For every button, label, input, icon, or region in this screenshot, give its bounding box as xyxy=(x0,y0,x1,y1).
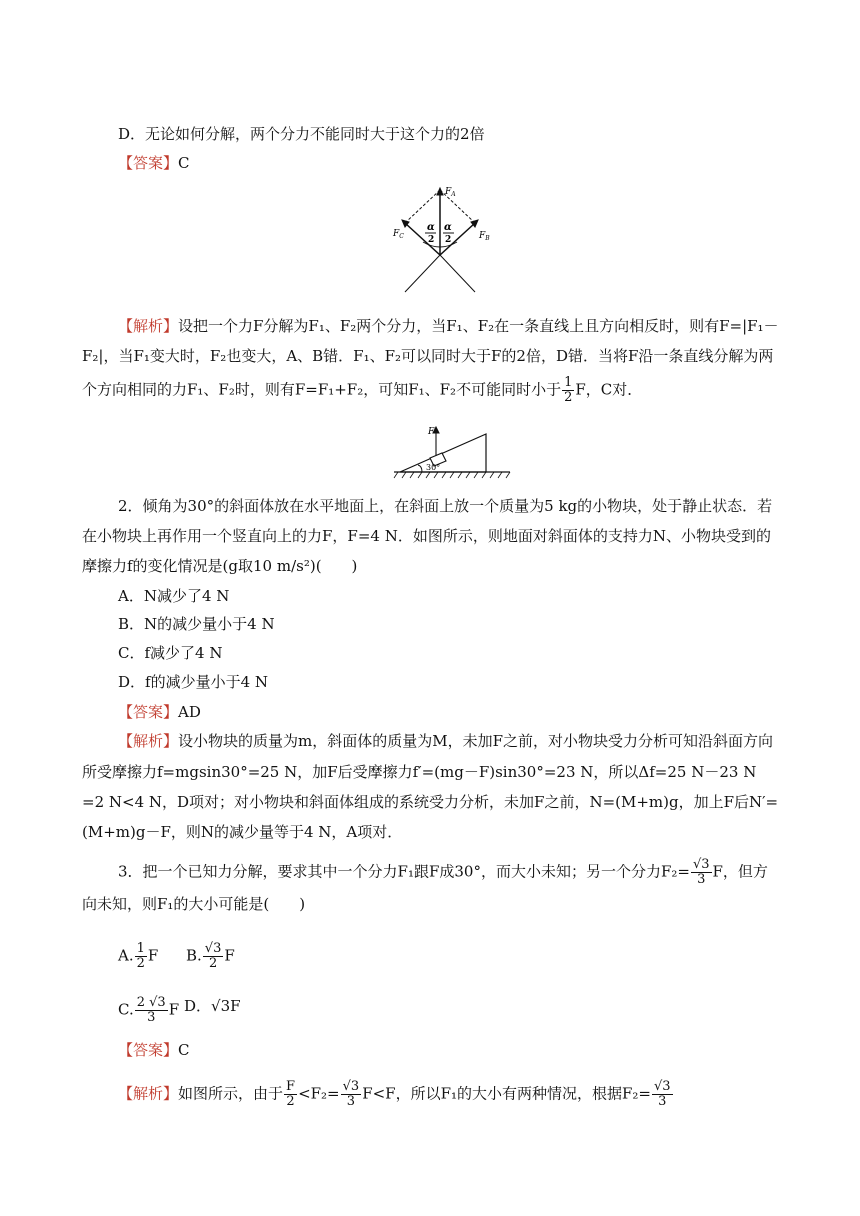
q3-answer xyxy=(118,1040,190,1060)
analysis-tag: 【解析】 xyxy=(118,732,179,750)
answer-value: AD xyxy=(178,703,201,721)
fa-label: $F_A$ xyxy=(445,187,456,198)
q2-stem-line2: 在小物块上再作用一个竖直向上的力F，F=4 N．如图所示，则地面对斜面体的支持力N、小物块受到的 xyxy=(82,527,771,545)
incline-figure xyxy=(392,420,514,482)
q2-answer xyxy=(118,702,201,722)
q2-option-a: A．N减少了4 N xyxy=(118,587,230,605)
q2-analysis-line2: 所受摩擦力f=mgsin30°=25 N，加F后受摩擦力f′=(mg－F)sin30°=23 N，所以Δf=25 N－23 N xyxy=(82,763,757,781)
fc-label: $F_C$ xyxy=(393,229,404,240)
q3-option-c: C. $\frac{2 √3}{3}$ F xyxy=(118,995,180,1025)
q2-analysis-line4: (M+m)g－F，则N的减少量等于4 N，A项对． xyxy=(82,823,403,841)
fraction: $\frac{F}{2}$ xyxy=(286,1079,296,1109)
q2-stem-line1: 2．倾角为30°的斜面体放在水平地面上，在斜面上放一个质量为5 kg的小物块，处于静止状态．若 xyxy=(118,497,773,515)
answer-value: C xyxy=(178,1041,190,1059)
fraction: $\frac{√3}{3}$ xyxy=(653,1079,671,1109)
q3-option-d: D．√3F xyxy=(184,997,241,1015)
analysis-tag: 【解析】 xyxy=(118,317,179,335)
answer-tag: 【答案】 xyxy=(118,154,179,172)
q2-option-b: B．N的减少量小于4 N xyxy=(118,615,275,633)
q1-analysis-line3: 个方向相同的力F₁、F₂时，则有F=F₁+F₂，可知F₁、F₂不可能同时小于 $\frac{1}{2}$ F，C对． xyxy=(82,375,643,405)
parallelogram-edge xyxy=(405,190,440,223)
answer-value: C xyxy=(178,154,190,172)
fraction: $\frac{2 √3}{3}$ xyxy=(136,995,166,1025)
force-f-label: F xyxy=(428,427,435,437)
q2-analysis-line3: =2 N<4 N，D项对；对小物块和斜面体组成的系统受力分析，未加F之前，N=(M+m)g，加上F后N′= xyxy=(82,793,779,811)
fraction: $\frac{√3}{3}$ xyxy=(342,1079,360,1109)
q1-analysis-line1: 【解析】设把一个力F分解为F₁、F₂两个分力，当F₁、F₂在一条直线上且方向相反时，则有F=|F₁－ xyxy=(118,317,779,335)
q1-answer xyxy=(118,153,190,173)
q3-stem-line1: 3．把一个已知力分解，要求其中一个分力F₁跟F成30°，而大小未知；另一个分力F₂= $\frac{√3}{3}$ F，但方 xyxy=(118,857,768,887)
alpha-left: α xyxy=(427,222,435,233)
extension-line xyxy=(405,255,440,292)
fb-label: $F_B$ xyxy=(479,231,490,242)
q1-analysis-line2: F₂|，当F₁变大时，F₂也变大，A、B错．F₁、F₂可以同时大于F的2倍，D错．当将F沿一条直线分解为两 xyxy=(82,347,774,365)
answer-tag: 【答案】 xyxy=(118,1041,179,1059)
q2-option-d: D．f的减少量小于4 N xyxy=(118,673,269,691)
q3-option-a: A. $\frac{1}{2}$ F xyxy=(118,941,159,971)
q2-analysis-line1: 【解析】设小物块的质量为m，斜面体的质量为M，未加F之前，对小物块受力分析可知沿斜面方向 xyxy=(118,732,774,750)
force-decomposition-figure xyxy=(385,180,495,298)
q2-option-c: C．f减少了4 N xyxy=(118,644,223,662)
alpha-right: α xyxy=(444,222,452,233)
fraction: $\frac{1}{2}$ xyxy=(136,941,145,971)
q3-analysis-line1: 【解析】如图所示，由于 $\frac{F}{2}$ <F₂= $\frac{√3}{3}$ F<F，所以F₁的大小有两种情况，根据F₂= $\frac{√3}{3}$ xyxy=(118,1079,671,1109)
angle-label: 30° xyxy=(426,463,441,472)
fraction: $\frac{√3}{2}$ xyxy=(204,941,222,971)
two-left: 2 xyxy=(428,235,435,245)
two-right: 2 xyxy=(445,235,452,245)
ground-hatch xyxy=(394,472,510,478)
analysis-tag: 【解析】 xyxy=(118,1084,179,1103)
fraction: $\frac{1}{2}$ xyxy=(564,375,573,405)
q3-option-b: B. $\frac{√3}{2}$ F xyxy=(186,941,235,971)
q2-stem-line3: 摩擦力f的变化情况是(g取10 m/s²)( ) xyxy=(82,557,358,575)
q3-stem-line2: 向未知，则F₁的大小可能是( ) xyxy=(82,895,306,913)
fc-vector xyxy=(405,223,440,255)
q1-option-d: D．无论如何分解，两个分力不能同时大于这个力的2倍 xyxy=(118,125,485,143)
answer-tag: 【答案】 xyxy=(118,703,179,721)
incline-body xyxy=(400,434,486,472)
extension-line xyxy=(440,255,475,292)
angle-arc xyxy=(418,465,422,472)
fraction: $\frac{√3}{3}$ xyxy=(692,857,710,887)
